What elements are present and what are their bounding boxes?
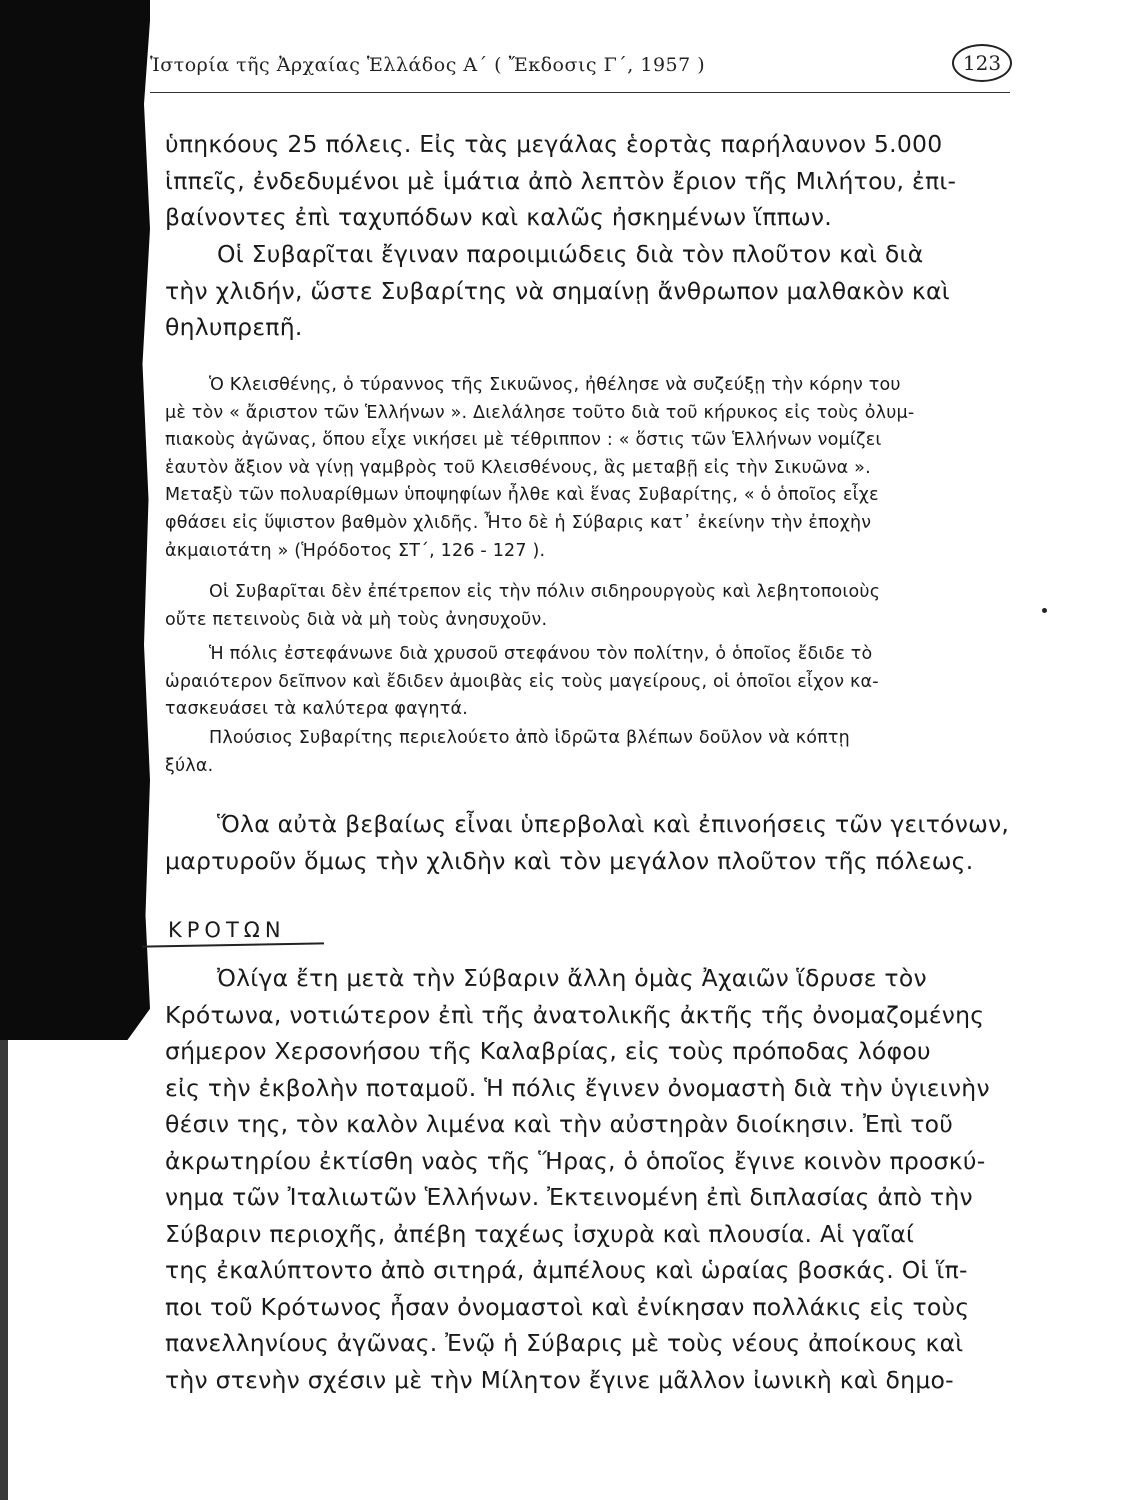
- small-print-paragraph-2: [165, 579, 1010, 634]
- text-line: τὴν χλιδήν, ὥστε Συβαρίτης νὰ σημαίνῃ ἄνθρωπον μαλθακὸν καὶ: [165, 276, 950, 305]
- text-line: οὔτε πετεινοὺς διὰ νὰ μὴ τοὺς ἀνησυχοῦν.: [165, 609, 548, 630]
- text-line: Μεταξὺ τῶν πολυαρίθμων ὑποψηφίων ἦλθε καὶ ἕνας Συβαρίτης, « ὁ ὁποῖος εἶχε: [165, 485, 879, 506]
- text-line: θέσιν της, τὸν καλὸν λιμένα καὶ τὴν αὐστηρὰν διοίκησιν. Ἐπὶ τοῦ: [165, 1110, 954, 1138]
- text-line: πανελληνίους ἀγῶνας. Ἐνῷ ἡ Σύβαρις μὲ τοὺς νέους ἀποίκους καὶ: [165, 1329, 964, 1357]
- text-line: Ἡ πόλις ἐστεφάνωνε διὰ χρυσοῦ στεφάνου τὸν πολίτην, ὁ ὁποῖος ἔδιδε τὸ: [209, 644, 873, 664]
- section-heading: ΚΡΟΤΩΝ: [168, 918, 286, 942]
- small-print-paragraph-4: [165, 725, 1010, 780]
- scan-dark-edge: [0, 0, 150, 1040]
- page-number: 123: [952, 44, 1012, 82]
- text-line: μαρτυροῦν ὅμως τὴν χλιδὴν καὶ τὸν μεγάλον πλοῦτον τῆς πόλεως.: [165, 846, 974, 875]
- text-line: θηλυπρεπῆ.: [165, 313, 303, 341]
- text-line: εἰς τὴν ἐκβολὴν ποταμοῦ. Ἡ πόλις ἔγινεν ὀνομαστὴ διὰ τὴν ὑγιεινὴν: [165, 1073, 990, 1102]
- text-line: Κρότωνα, νοτιώτερον ἐπὶ τῆς ἀνατολικῆς ἀκτῆς τῆς ὀνομαζομένης: [165, 1000, 985, 1029]
- running-header-title: Ἱστορία τῆς Ἀρχαίας Ἑλλάδος Α΄ ( Ἔκδοσις Γ΄, 1957 ): [150, 54, 706, 76]
- text-line: ποι τοῦ Κρότωνος ἦσαν ὀνομαστοὶ καὶ ἐνίκησαν πολλάκις εἰς τοὺς: [165, 1292, 970, 1321]
- scan-speck: [1042, 608, 1047, 613]
- text-line: Οἱ Συβαρῖται δὲν ἐπέτρεπον εἰς τὴν πόλιν σιδηρουργοὺς καὶ λεβητοποιοὺς: [209, 582, 881, 602]
- text-line: Οἱ Συβαρῖται ἔγιναν παροιμιώδεις διὰ τὸν πλοῦτον καὶ διὰ: [217, 240, 924, 268]
- paragraph-3: [165, 806, 1010, 879]
- text-line: ἀκρωτηρίου ἐκτίσθη ναὸς τῆς Ἥρας, ὁ ὁποῖος ἔγινε κοινὸν προσκύ-: [165, 1146, 986, 1175]
- text-line: πιακοὺς ἀγῶνας, ὅπου εἶχε νικήσει μὲ τέθριππον : « ὅστις τῶν Ἑλλήνων νομίζει: [165, 430, 882, 451]
- text-line: βαίνοντες ἐπὶ ταχυπόδων καὶ καλῶς ἠσκημένων ἵππων.: [165, 203, 833, 231]
- paragraph-2: [165, 236, 1010, 346]
- text-line: ξύλα.: [165, 755, 214, 776]
- text-line: μὲ τὸν « ἄριστον τῶν Ἑλλήνων ». Διελάλησε τοῦτο διὰ τοῦ κήρυκος εἰς τοὺς ὀλυμ-: [165, 402, 915, 423]
- small-print-paragraph-3: [165, 641, 1010, 724]
- scan-edge-shadow: [0, 1040, 8, 1500]
- section-heading-underline: [142, 942, 324, 947]
- text-line: Ὀλίγα ἔτη μετὰ τὴν Σύβαριν ἄλλη ὁμὰς Ἀχαιῶν ἵδρυσε τὸν: [217, 964, 927, 992]
- paragraph-1: [165, 126, 1010, 236]
- text-line: τὴν στενὴν σχέσιν μὲ τὴν Μίλητον ἔγινε μᾶλλον ἰωνικὴ καὶ δημο-: [165, 1365, 954, 1394]
- text-line: της ἐκαλύπτοντο ἀπὸ σιτηρά, ἀμπέλους καὶ ὡραίας βοσκάς. Οἱ ἵπ-: [165, 1256, 968, 1284]
- text-line: νημα τῶν Ἰταλιωτῶν Ἑλλήνων. Ἐκτεινομένη ἐπὶ διπλασίας ἀπὸ τὴν: [165, 1183, 973, 1211]
- text-line: Σύβαριν περιοχῆς, ἀπέβη ταχέως ἰσχυρὰ καὶ πλουσία. Αἱ γαῖαί: [165, 1219, 915, 1248]
- text-line: ὡραιότερον δεῖπνον καὶ ἔδιδεν ἀμοιβὰς εἰς τοὺς μαγείρους, οἱ ὁποῖοι εἶχον κα-: [165, 671, 879, 692]
- text-line: τασκευάσει τὰ καλύτερα φαγητά.: [165, 699, 468, 720]
- text-line: Ὁ Κλεισθένης, ὁ τύραννος τῆς Σικυῶνος, ἠθέλησε νὰ συζεύξῃ τὴν κόρην του: [209, 375, 901, 395]
- text-line: Ὅλα αὐτὰ βεβαίως εἶναι ὑπερβολαὶ καὶ ἐπινοήσεις τῶν γειτόνων,: [217, 810, 1010, 838]
- text-line: Πλούσιος Συβαρίτης περιελούετο ἀπὸ ἱδρῶτα βλέπων δοῦλον νὰ κόπτῃ: [209, 728, 850, 748]
- running-header: [150, 40, 1010, 93]
- small-print-paragraph-1: [165, 372, 1010, 565]
- text-line: φθάσει εἰς ὕψιστον βαθμὸν χλιδῆς. Ἦτο δὲ ἡ Σύβαρις κατ᾽ ἐκείνην τὴν ἐποχὴν: [165, 512, 872, 533]
- text-line: σήμερον Χερσονήσου τῆς Καλαβρίας, εἰς τοὺς πρόποδας λόφου: [165, 1037, 931, 1065]
- text-line: ὑπηκόους 25 πόλεις. Εἰς τὰς μεγάλας ἑορτὰς παρήλαυνον 5.000: [165, 130, 943, 158]
- text-line: ἑαυτὸν ἄξιον νὰ γίνῃ γαμβρὸς τοῦ Κλεισθένους, ἃς μεταβῇ εἰς τὴν Σικυῶνα ».: [165, 457, 871, 478]
- paragraph-4: [165, 960, 1010, 1398]
- text-line: ἀκμαιοτάτη » (Ἡρόδοτος ΣΤ΄, 126 - 127 ).: [165, 540, 546, 561]
- text-line: ἱππεῖς, ἐνδεδυμένοι μὲ ἱμάτια ἀπὸ λεπτὸν ἔριον τῆς Μιλήτου, ἐπι-: [165, 166, 957, 195]
